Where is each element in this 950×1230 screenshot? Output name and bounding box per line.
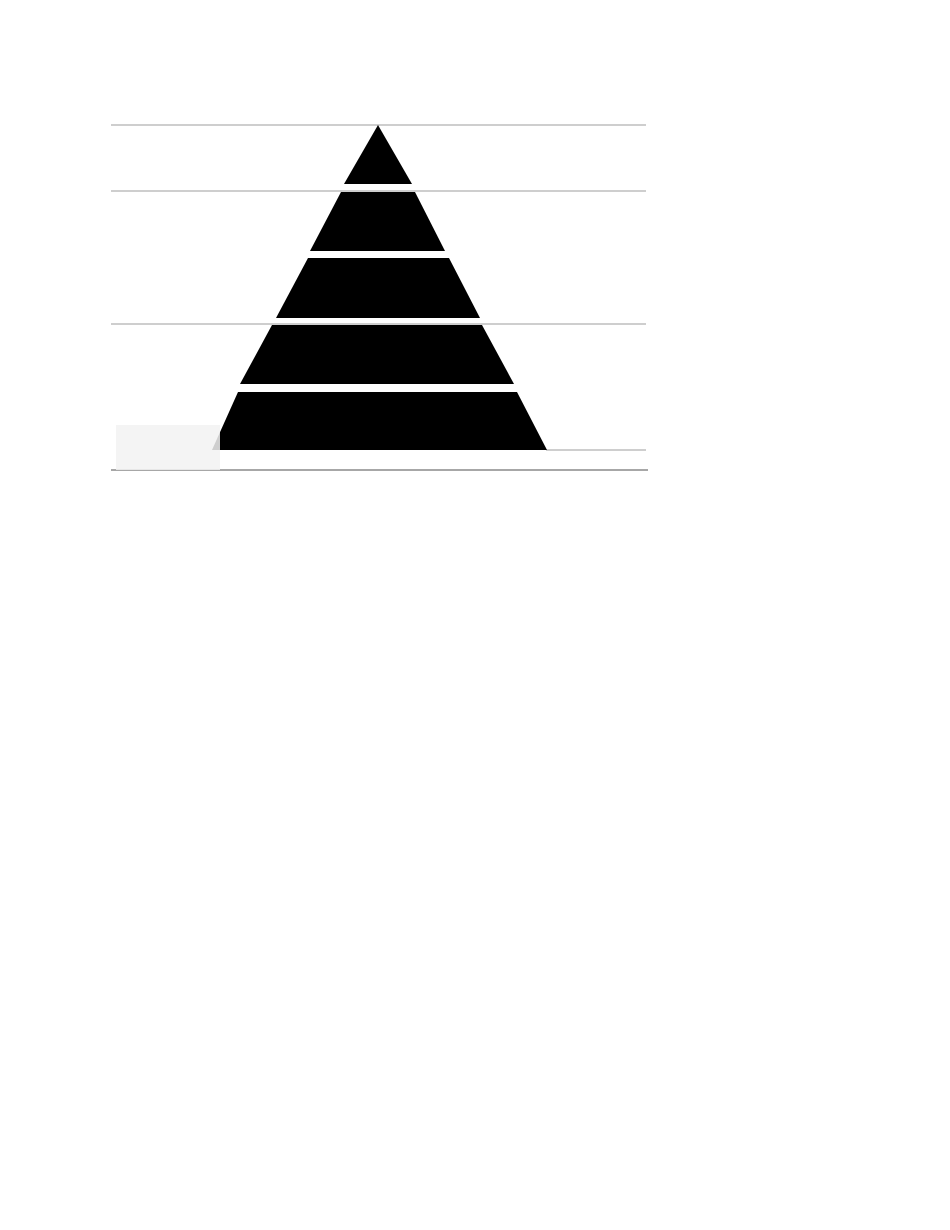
pyramid-level-social: [276, 258, 480, 318]
blur-patch: [116, 425, 220, 470]
list-item: [112, 816, 136, 834]
list-item: [112, 752, 136, 770]
list-item: [112, 784, 136, 802]
list-item: [112, 1009, 136, 1027]
list-item: [112, 945, 136, 963]
list-item: [112, 977, 136, 995]
pyramid-level-esteem: [310, 192, 445, 251]
list-item: [112, 848, 136, 866]
pyramid-level-self-transcendence: [344, 125, 412, 184]
maslow-pyramid-figure: [0, 0, 950, 480]
pyramid-level-physiological: [212, 392, 547, 450]
pyramid-level-safety: [240, 325, 514, 384]
